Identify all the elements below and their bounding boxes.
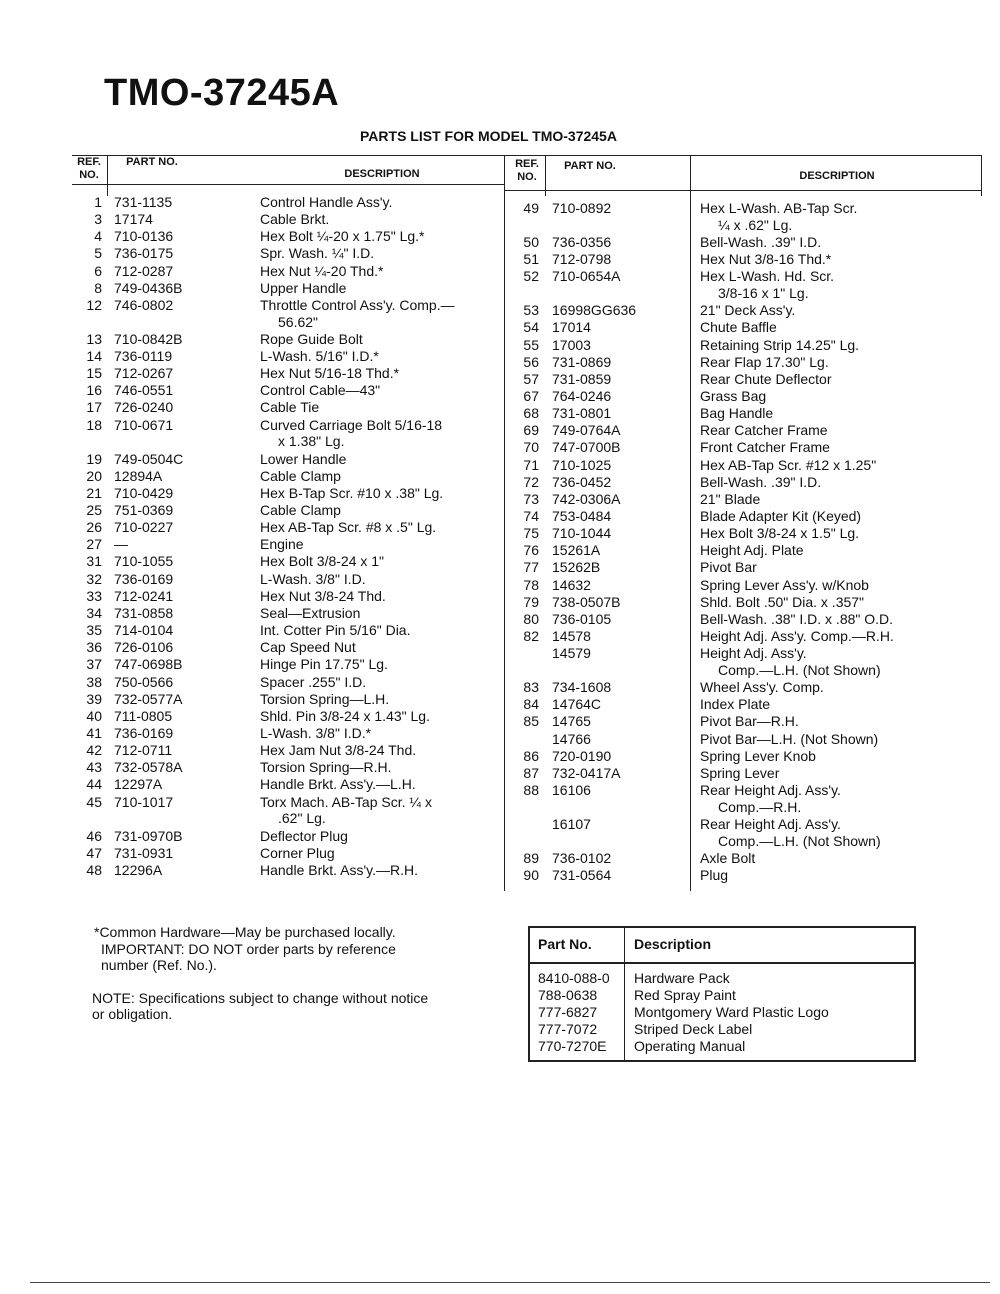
ref-number: 57 (523, 370, 539, 387)
part-description: Cable Clamp (260, 467, 341, 484)
part-number: 714-0104 (114, 622, 174, 639)
ref-no-header: REF. NO. (515, 158, 539, 183)
part-number: 12894A (114, 467, 163, 484)
ref-number: 13 (86, 330, 102, 347)
part-description: Shld. Pin 3/8-24 x 1.43" Lg. (260, 707, 430, 724)
ref-number: 40 (86, 707, 102, 724)
part-description: 3/8-16 x 1" Lg. (718, 285, 809, 302)
ref-number: 67 (523, 387, 539, 404)
ref-number: 90 (523, 867, 539, 884)
extra-part-number: 788-0638 (538, 987, 598, 1003)
divider (504, 156, 505, 891)
part-number: 751-0369 (114, 502, 174, 518)
bottom-rule (30, 1282, 990, 1283)
part-description: Throttle Control Ass'y. Comp.— (260, 296, 455, 313)
part-number: 734-1608 (552, 679, 612, 696)
part-number: 731-0970B (114, 827, 183, 844)
part-number: 712-0241 (114, 587, 174, 604)
ref-number: 74 (523, 508, 539, 524)
part-number: 710-0842B (114, 330, 183, 347)
part-description: Pivot Bar—R.H. (700, 713, 799, 730)
part-description: Retaining Strip 14.25" Lg. (700, 336, 860, 353)
ref-number: 47 (86, 844, 102, 861)
part-description: Shld. Bolt .50" Dia. x .357" (700, 593, 865, 610)
part-number: 14632 (552, 576, 591, 593)
ref-number: 72 (523, 473, 539, 490)
ref-number: 3 (94, 211, 102, 228)
ref-number: 70 (523, 439, 539, 456)
part-number: 712-0711 (114, 742, 173, 759)
description-header: DESCRIPTION (344, 168, 420, 180)
part-description: Cap Speed Nut (260, 639, 356, 656)
part-description: Spring Lever (700, 764, 780, 781)
important-note-line1: IMPORTANT: DO NOT order parts by reference (101, 941, 396, 957)
ref-number: 21 (86, 484, 102, 501)
part-description: 56.62" (278, 313, 319, 330)
ref-number: 51 (523, 251, 539, 268)
ref-number: 83 (523, 679, 539, 696)
ref-number: 85 (523, 713, 539, 730)
ref-number: 25 (86, 502, 102, 518)
part-description: Hex Nut 5/16-18 Thd.* (260, 365, 400, 382)
ref-number: 37 (86, 656, 102, 673)
divider (504, 190, 982, 191)
part-description: Pivot Bar—L.H. (Not Shown) (700, 730, 879, 747)
additional-parts-table (528, 926, 916, 1062)
part-description: Hex AB-Tap Scr. #8 x .5" Lg. (260, 519, 437, 536)
extra-part-description: Hardware Pack (634, 970, 730, 986)
ref-number: 8 (94, 279, 102, 296)
part-number: 710-0654A (552, 268, 621, 285)
part-description: Hex B-Tap Scr. #10 x .38" Lg. (260, 484, 444, 501)
part-no-header: PART NO. (564, 160, 616, 172)
ref-number: 86 (523, 747, 539, 764)
ref-number: 49 (523, 200, 539, 216)
extra-part-number: 8410-088-0 (538, 970, 610, 986)
part-description: 21" Blade (700, 490, 761, 507)
part-number: 731-0859 (552, 370, 612, 387)
part-description: Upper Handle (260, 279, 347, 296)
part-number: 712-0267 (114, 365, 174, 382)
part-description: Bell-Wash. .39" I.D. (700, 473, 822, 490)
ref-number: 27 (86, 536, 102, 553)
part-description: Wheel Ass'y. Comp. (700, 679, 824, 696)
part-number: 14765 (552, 713, 591, 730)
ref-number: 84 (523, 696, 539, 713)
part-number: 14578 (552, 628, 591, 645)
part-number: 726-0106 (114, 639, 174, 656)
part-number: 749-0504C (114, 450, 184, 467)
part-description: L-Wash. 3/8" I.D. (260, 570, 366, 587)
ref-number: 43 (86, 759, 102, 776)
ref-number: 52 (523, 268, 539, 285)
part-number: 17014 (552, 319, 591, 336)
part-description: Comp.—R.H. (718, 798, 802, 815)
part-number: — (114, 536, 128, 553)
part-number: 736-0169 (114, 724, 174, 741)
ref-number: 42 (86, 742, 102, 759)
part-number: 710-0892 (552, 200, 612, 216)
ref-number: 6 (94, 262, 102, 279)
ref-number: 88 (523, 782, 539, 799)
part-number: 12297A (114, 776, 163, 793)
part-description: Torsion Spring—R.H. (260, 759, 392, 776)
part-number: 12296A (114, 861, 163, 878)
part-description: Comp.—L.H. (Not Shown) (718, 832, 881, 849)
extra-part-description: Striped Deck Label (634, 1021, 753, 1037)
part-number: 746-0802 (114, 296, 174, 313)
ref-number: 17 (86, 399, 102, 416)
part-number: 736-0105 (552, 610, 612, 627)
part-number: 736-0169 (114, 570, 174, 587)
part-number: 16107 (552, 816, 591, 832)
part-number: 710-1055 (114, 553, 174, 570)
part-number: 736-0452 (552, 473, 612, 490)
part-number: 749-0436B (114, 279, 183, 296)
extra-part-description: Red Spray Paint (634, 987, 736, 1003)
part-number: 732-0577A (114, 690, 183, 707)
ref-number: 89 (523, 849, 539, 866)
part-description: Chute Baffle (700, 319, 777, 336)
part-description: Spring Lever Knob (700, 747, 816, 764)
part-number: 710-0429 (114, 484, 174, 501)
ref-number: 73 (523, 490, 539, 507)
part-number: 710-1044 (552, 525, 612, 542)
part-number: 712-0287 (114, 262, 174, 279)
part-description: Rear Flap 17.30" Lg. (700, 353, 829, 370)
part-description: Hex L-Wash. AB-Tap Scr. (700, 200, 858, 216)
parts-table (72, 155, 982, 891)
ref-number: 75 (523, 525, 539, 542)
part-description: Axle Bolt (700, 849, 756, 866)
part-number: 711-0805 (114, 707, 173, 724)
part-description: Int. Cotter Pin 5/16" Dia. (260, 622, 411, 639)
part-description: Hex AB-Tap Scr. #12 x 1.25" (700, 456, 877, 473)
ref-number: 4 (94, 228, 102, 245)
ref-number: 38 (86, 673, 102, 690)
part-number: 16998GG636 (552, 302, 637, 319)
ref-number: 36 (86, 639, 102, 656)
ref-number: 32 (86, 570, 102, 587)
ref-number: 20 (86, 467, 102, 484)
ref-number: 48 (86, 861, 102, 878)
part-description: ¼ x .62" Lg. (718, 216, 793, 233)
ref-number: 68 (523, 405, 539, 422)
part-number: 731-0564 (552, 867, 612, 884)
part-description: Grass Bag (700, 387, 767, 404)
divider (624, 928, 625, 1060)
part-number: 736-0175 (114, 245, 174, 262)
ref-number: 33 (86, 587, 102, 604)
ref-number: 1 (94, 194, 102, 210)
part-description: Torx Mach. AB-Tap Scr. ¼ x (260, 793, 432, 810)
ref-no-header: REF. NO. (77, 156, 101, 181)
extra-part-description: Montgomery Ward Plastic Logo (634, 1004, 829, 1020)
part-description: Spacer .255" I.D. (260, 673, 367, 690)
ref-number: 31 (86, 553, 102, 570)
ref-number: 87 (523, 764, 539, 781)
ref-number: 77 (523, 559, 539, 576)
ref-number: 69 (523, 422, 539, 439)
spec-note-line1: NOTE: Specifications subject to change without notice (92, 990, 429, 1006)
part-number: 738-0507B (552, 593, 621, 610)
extra-part-number: 770-7270E (538, 1038, 607, 1054)
part-description: Engine (260, 536, 304, 553)
ref-number: 35 (86, 622, 102, 639)
ref-number: 78 (523, 576, 539, 593)
ref-number: 50 (523, 233, 539, 250)
part-number: 726-0240 (114, 399, 174, 416)
ref-number: 44 (86, 776, 102, 793)
part-description: L-Wash. 5/16" I.D.* (260, 348, 379, 364)
divider (690, 156, 691, 891)
ref-number: 41 (86, 724, 102, 741)
part-description: Index Plate (700, 696, 771, 713)
part-description: Cable Tie (260, 399, 320, 416)
part-description: Seal—Extrusion (260, 604, 361, 621)
ref-number: 16 (86, 382, 102, 399)
part-description: Rear Height Adj. Ass'y. (700, 816, 841, 832)
part-number: 712-0798 (552, 251, 612, 268)
ref-number: 12 (86, 296, 102, 313)
part-description: Cable Brkt. (260, 211, 330, 228)
part-description: Control Handle Ass'y. (260, 194, 393, 210)
ref-number: 79 (523, 593, 539, 610)
part-number: 16106 (552, 782, 591, 799)
part-description: .62" Lg. (278, 810, 326, 827)
divider (530, 962, 914, 964)
part-number: 736-0356 (552, 233, 612, 250)
part-description: Front Catcher Frame (700, 439, 830, 456)
part-description: Hex Nut ¼-20 Thd.* (260, 262, 384, 279)
ref-number: 34 (86, 604, 102, 621)
ref-number: 39 (86, 690, 102, 707)
ref-number: 18 (86, 416, 102, 433)
ref-number: 5 (94, 245, 102, 262)
part-description: Rear Chute Deflector (700, 370, 832, 387)
part-number: 17003 (552, 336, 591, 353)
ref-number: 54 (523, 319, 539, 336)
part-number: 720-0190 (552, 747, 612, 764)
part-description: Hinge Pin 17.75" Lg. (260, 656, 388, 673)
ref-number: 55 (523, 336, 539, 353)
parts-list-heading: PARTS LIST FOR MODEL TMO-37245A (360, 128, 617, 144)
part-description: Cable Clamp (260, 502, 341, 518)
part-number: 14579 (552, 645, 591, 662)
part-number: 732-0417A (552, 764, 621, 781)
part-number: 731-0858 (114, 604, 174, 621)
part-description: Hex L-Wash. Hd. Scr. (700, 268, 835, 285)
ref-number: 45 (86, 793, 102, 810)
part-number: 710-0227 (114, 519, 174, 536)
ref-number: 19 (86, 450, 102, 467)
part-number: 747-0700B (552, 439, 621, 456)
part-description: Height Adj. Ass'y. (700, 645, 807, 662)
part-number: 731-1135 (114, 194, 173, 210)
spec-note-line2: or obligation. (92, 1006, 173, 1022)
part-number: 710-1017 (114, 793, 174, 810)
part-number: 14766 (552, 730, 591, 747)
part-description: Corner Plug (260, 844, 335, 861)
model-title: TMO-37245A (104, 72, 340, 114)
part-number: 742-0306A (552, 490, 621, 507)
ref-number: 76 (523, 542, 539, 559)
part-description: Plug (700, 867, 729, 884)
part-description: Hex Jam Nut 3/8-24 Thd. (260, 742, 417, 759)
part-description: Rope Guide Bolt (260, 330, 363, 347)
part-description: L-Wash. 3/8" I.D.* (260, 724, 372, 741)
part-description: Bell-Wash. .38" I.D. x .88" O.D. (700, 610, 894, 627)
part-description: Hex Bolt 3/8-24 x 1" (260, 553, 385, 570)
extra-part-description: Operating Manual (634, 1038, 746, 1054)
part-description: Rear Catcher Frame (700, 422, 828, 439)
important-note-line2: number (Ref. No.). (101, 957, 217, 973)
description-header: DESCRIPTION (799, 170, 875, 182)
part-description: Blade Adapter Kit (Keyed) (700, 508, 862, 524)
extra-part-number: 777-7072 (538, 1021, 598, 1037)
part-number: 14764C (552, 696, 602, 713)
mini-description-header: Description (634, 936, 712, 952)
part-description: Bell-Wash. .39" I.D. (700, 233, 822, 250)
part-description: Lower Handle (260, 450, 347, 467)
part-description: Spring Lever Ass'y. w/Knob (700, 576, 869, 593)
ref-number: 26 (86, 519, 102, 536)
ref-number: 14 (86, 348, 102, 364)
part-number: 15262B (552, 559, 601, 576)
ref-number: 80 (523, 610, 539, 627)
part-description: Hex Bolt ¼-20 x 1.75" Lg.* (260, 228, 425, 245)
part-number: 750-0566 (114, 673, 174, 690)
part-number: 15261A (552, 542, 601, 559)
ref-number: 53 (523, 302, 539, 319)
part-description: Hex Nut 3/8-16 Thd.* (700, 251, 832, 268)
ref-number: 56 (523, 353, 539, 370)
part-number: 731-0801 (552, 405, 612, 422)
part-description: Handle Brkt. Ass'y.—R.H. (260, 861, 419, 878)
part-description: Height Adj. Ass'y. Comp.—R.H. (700, 628, 894, 645)
part-number: 710-1025 (552, 456, 612, 473)
part-description: Height Adj. Plate (700, 542, 804, 559)
extra-part-number: 777-6827 (538, 1004, 598, 1020)
mini-part-header: Part No. (538, 936, 592, 952)
part-number: 747-0698B (114, 656, 183, 673)
part-number: 753-0484 (552, 508, 612, 524)
part-description: Torsion Spring—L.H. (260, 690, 390, 707)
ref-number: 46 (86, 827, 102, 844)
part-number: 710-0136 (114, 228, 174, 245)
part-description: Pivot Bar (700, 559, 757, 576)
divider (72, 184, 504, 185)
common-hardware-note: *Common Hardware—May be purchased locally. (94, 924, 396, 940)
part-description: Curved Carriage Bolt 5/16-18 (260, 416, 443, 433)
part-description: Rear Height Adj. Ass'y. (700, 782, 841, 799)
part-description: Handle Brkt. Ass'y.—L.H. (260, 776, 416, 793)
part-number: 736-0119 (114, 348, 173, 364)
part-no-header: PART NO. (126, 156, 178, 168)
part-number: 736-0102 (552, 849, 612, 866)
divider (107, 156, 108, 196)
part-description: Control Cable—43" (260, 382, 381, 399)
part-number: 17174 (114, 211, 153, 228)
part-number: 731-0869 (552, 353, 612, 370)
part-description: x 1.38" Lg. (278, 433, 345, 450)
ref-number: 71 (523, 456, 539, 473)
part-description: 21" Deck Ass'y. (700, 302, 796, 319)
ref-number: 82 (523, 628, 539, 645)
part-description: Hex Nut 3/8-24 Thd. (260, 587, 386, 604)
part-description: Hex Bolt 3/8-24 x 1.5" Lg. (700, 525, 860, 542)
part-number: 746-0551 (114, 382, 174, 399)
part-number: 732-0578A (114, 759, 183, 776)
part-description: Deflector Plug (260, 827, 348, 844)
part-description: Spr. Wash. ¼" I.D. (260, 245, 375, 262)
part-number: 731-0931 (114, 844, 174, 861)
part-description: Bag Handle (700, 405, 774, 422)
ref-number: 15 (86, 365, 102, 382)
part-number: 764-0246 (552, 387, 612, 404)
part-number: 749-0764A (552, 422, 621, 439)
part-number: 710-0671 (114, 416, 174, 433)
part-description: Comp.—L.H. (Not Shown) (718, 662, 881, 678)
